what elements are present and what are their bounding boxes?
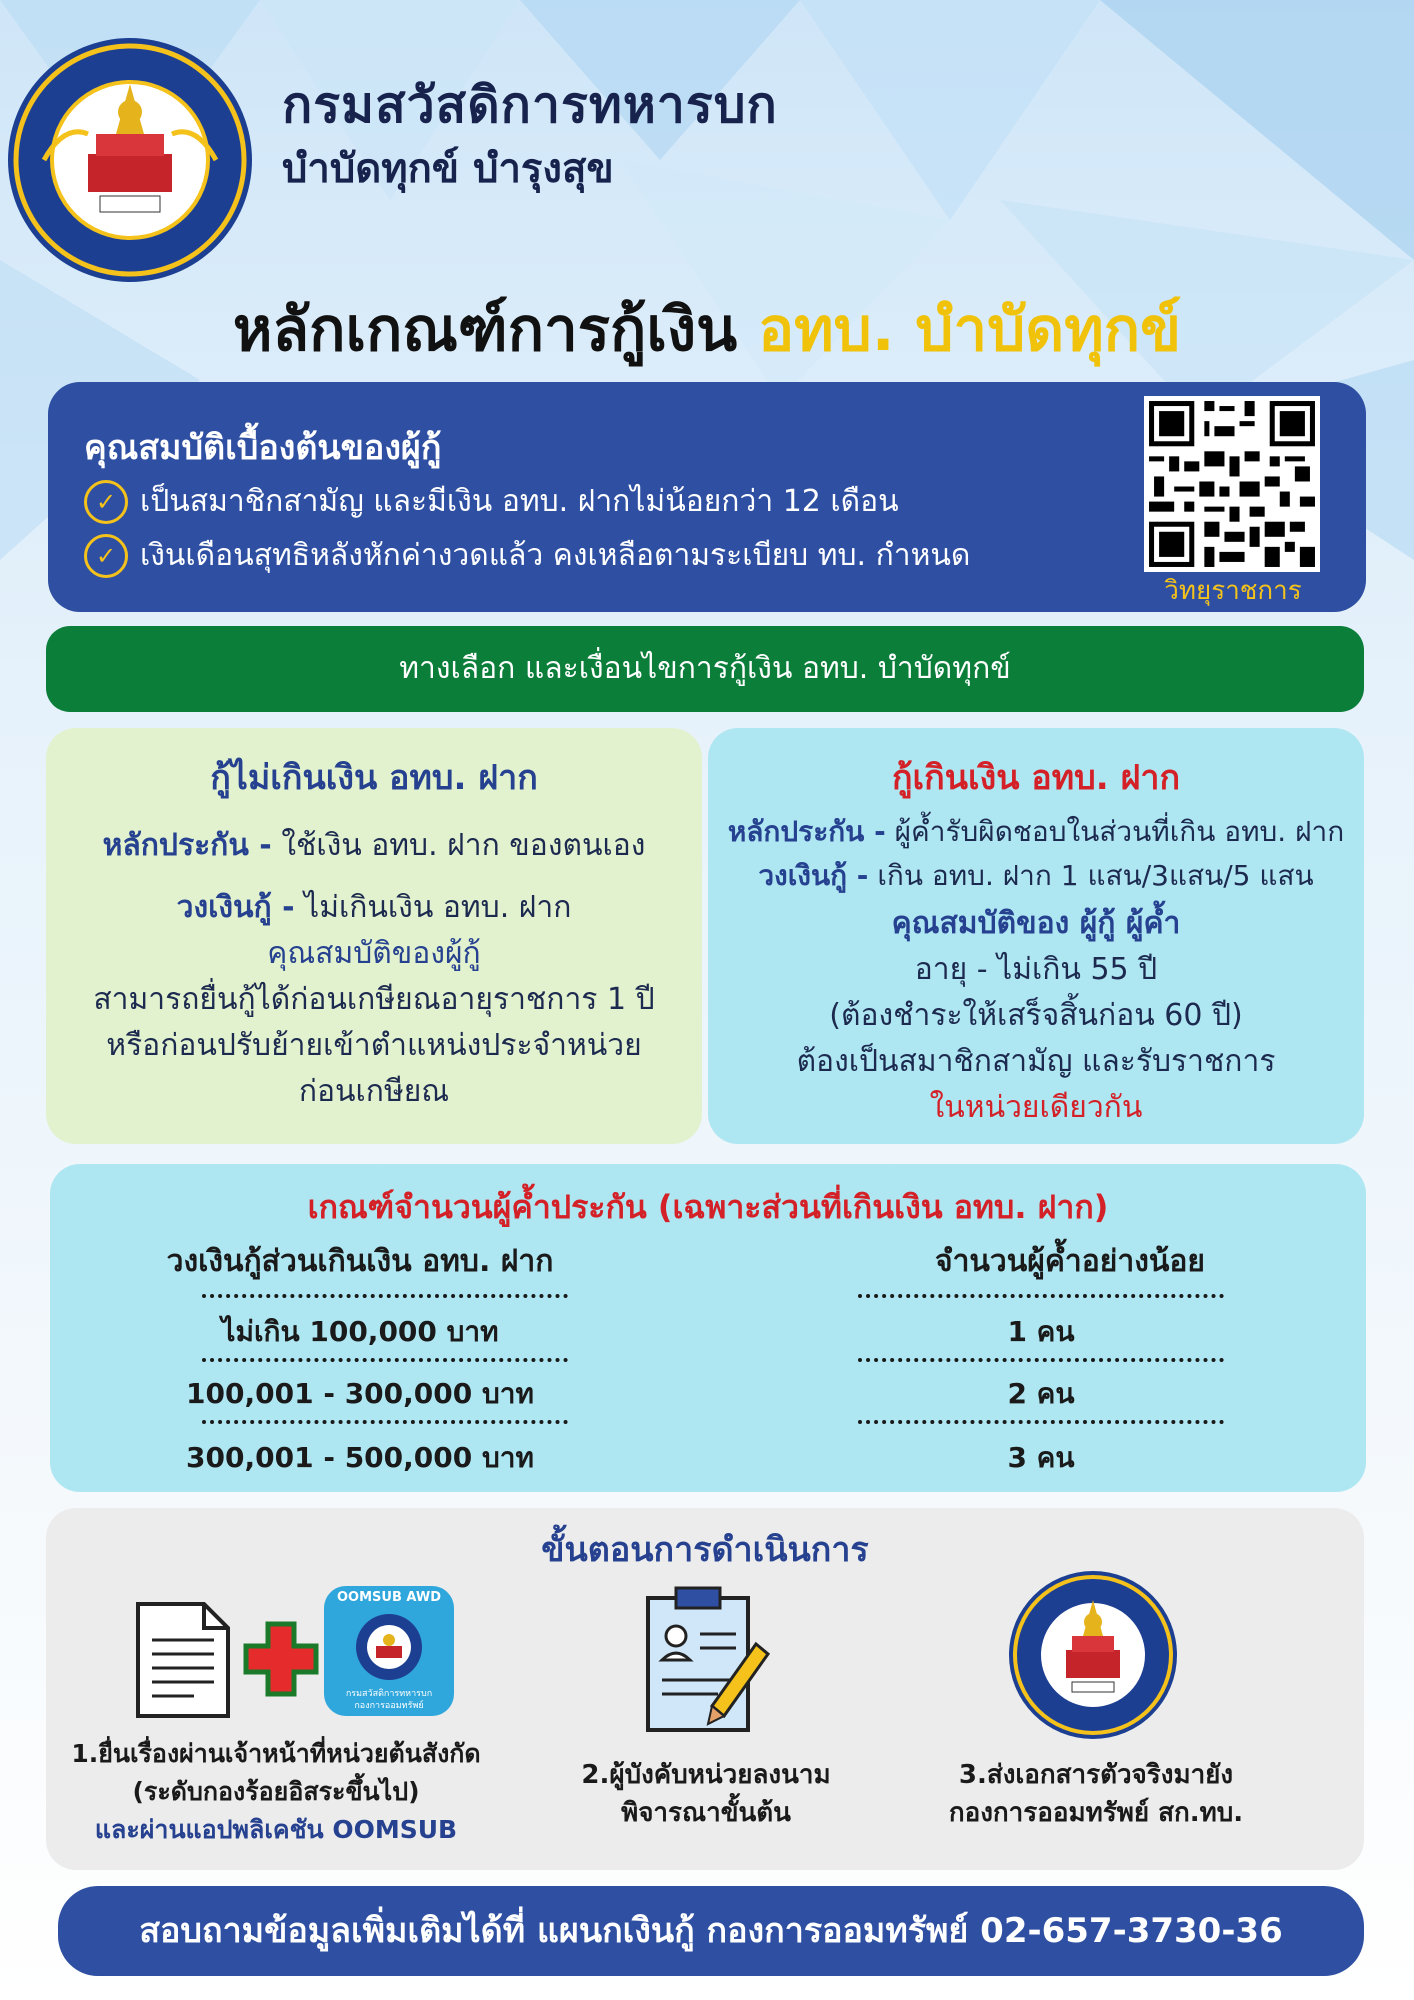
org-motto: บำบัดทุกข์ บำรุงสุข	[282, 146, 614, 192]
option-exceed-deposit-card	[708, 728, 1364, 1144]
contact-banner: สอบถามข้อมูลเพิ่มเติมได้ที่ แผนกเงินกู้ กองการออมทรัพย์ 02-657-3730-36	[58, 1886, 1364, 1976]
age-line: อายุ - ไม่เกิน 55 ปี	[914, 952, 1158, 987]
option-title: กู้เกินเงิน อทบ. ฝาก	[891, 758, 1181, 798]
step-2-line: 2.ผู้บังคับหน่วยลงนาม	[581, 1760, 831, 1790]
page-title	[0, 282, 1414, 377]
steps-title: ขั้นตอนการดำเนินการ	[541, 1530, 869, 1570]
title-highlight: อทบ. บำบัดทุกข์	[758, 295, 1182, 365]
row-divider	[202, 1420, 568, 1424]
collateral-line	[46, 822, 702, 869]
collateral-label: หลักประกัน -	[102, 828, 272, 863]
limit-value: ไม่เกินเงิน อทบ. ฝาก	[304, 890, 572, 925]
check-circle-icon: ✓	[84, 480, 128, 524]
collateral-value: ผู้ค้ำรับผิดชอบในส่วนที่เกิน อทบ. ฝาก	[894, 815, 1345, 848]
guarantor-title: เกณฑ์จำนวนผู้ค้ำประกัน (เฉพาะส่วนที่เกินเงิน อทบ. ฝาก)	[307, 1188, 1109, 1226]
oomsub-app-icon[interactable]	[324, 1586, 454, 1716]
qual-line: หรือก่อนปรับย้ายเข้าตำแหน่งประจำหน่วย	[106, 1028, 642, 1063]
collateral-value: ใช้เงิน อทบ. ฝาก ของตนเอง	[281, 828, 646, 863]
option-within-deposit-card	[46, 728, 702, 1144]
check-circle-icon: ✓	[84, 534, 128, 578]
qualification-text: เงินเดือนสุทธิหลังหักค่างวดแล้ว คงเหลือตามระเบียบ ทบ. กำหนด	[140, 538, 971, 573]
step-3-line: กองการออมทรัพย์ สก.ทบ.	[948, 1798, 1244, 1828]
basic-qualifications-card	[48, 382, 1366, 612]
qualification-text: เป็นสมาชิกสามัญ และมีเงิน อทบ. ฝากไม่น้อยกว่า 12 เดือน	[140, 484, 899, 519]
row-divider	[202, 1358, 568, 1362]
clipboard-form-icon	[638, 1584, 778, 1734]
count-cell: 3 คน	[1007, 1441, 1075, 1474]
org-name: กรมสวัสดิการทหารบก	[282, 76, 778, 134]
limit-line	[46, 884, 702, 931]
amount-cell: ไม่เกิน 100,000 บาท	[221, 1315, 499, 1348]
limit-label: วงเงินกู้ -	[176, 890, 295, 925]
step-2-line: พิจารณาขั้นต้น	[621, 1798, 791, 1828]
document-icon	[134, 1600, 234, 1720]
qr-label: วิทยุราชการ	[1164, 576, 1302, 606]
app-sub2: กองการออมทรัพย์	[354, 1701, 424, 1711]
qualifications-heading: คุณสมบัติเบื้องต้นของผู้กู้	[84, 428, 442, 468]
count-cell: 2 คน	[1007, 1377, 1075, 1410]
savings-division-badge	[1006, 1568, 1180, 1742]
column-header-count: จำนวนผู้ค้ำอย่างน้อย	[935, 1244, 1205, 1279]
qual-line: สามารถยื่นกู้ได้ก่อนเกษียณอายุราชการ 1 ปี	[93, 982, 655, 1017]
row-divider	[858, 1294, 1224, 1298]
options-banner: ทางเลือก และเงื่อนไขการกู้เงิน อทบ. บำบัดทุกข์	[46, 626, 1364, 712]
app-emblem-icon	[354, 1612, 424, 1682]
qualification-item	[84, 532, 970, 579]
count-cell: 1 คน	[1007, 1315, 1075, 1348]
row-divider	[858, 1358, 1224, 1362]
row-divider	[202, 1294, 568, 1298]
app-sub: กรมสวัสดิการทหารบก	[345, 1689, 433, 1699]
collateral-label: หลักประกัน -	[727, 815, 886, 848]
qr-code[interactable]	[1144, 396, 1320, 572]
unit-line: ในหน่วยเดียวกัน	[929, 1090, 1143, 1125]
process-steps-card	[46, 1508, 1364, 1870]
plus-icon	[242, 1620, 320, 1698]
step-1-line: และผ่านแอปพลิเคชัน OOMSUB	[94, 1815, 458, 1844]
collateral-line	[708, 810, 1364, 854]
army-welfare-logo	[4, 34, 256, 286]
repay-line: (ต้องชำระให้เสร็จสิ้นก่อน 60 ปี)	[829, 998, 1243, 1033]
step-1-line: (ระดับกองร้อยอิสระขึ้นไป)	[132, 1777, 420, 1806]
amount-cell: 100,001 - 300,000 บาท	[186, 1377, 534, 1410]
qual-heading: คุณสมบัติของผู้กู้	[267, 936, 481, 971]
option-title: กู้ไม่เกินเงิน อทบ. ฝาก	[210, 758, 538, 798]
amount-cell: 300,001 - 500,000 บาท	[186, 1441, 534, 1474]
column-header-amount: วงเงินกู้ส่วนเกินเงิน อทบ. ฝาก	[166, 1244, 554, 1279]
limit-label: วงเงินกู้ -	[758, 859, 869, 892]
qual-line: ก่อนเกษียณ	[298, 1074, 450, 1109]
row-divider	[858, 1420, 1224, 1424]
step-3-line: 3.ส่งเอกสารตัวจริงมายัง	[958, 1760, 1234, 1790]
limit-line	[708, 854, 1364, 898]
app-label: OOMSUB AWD	[337, 1590, 441, 1605]
qual-heading: คุณสมบัติของ ผู้กู้ ผู้ค้ำ	[891, 906, 1181, 941]
member-line: ต้องเป็นสมาชิกสามัญ และรับราชการ	[796, 1044, 1276, 1079]
guarantor-criteria-card	[50, 1164, 1366, 1492]
qualification-item	[84, 478, 899, 525]
step-1-line: 1.ยื่นเรื่องผ่านเจ้าหน้าที่หน่วยต้นสังกัด	[71, 1739, 481, 1768]
limit-value: เกิน อทบ. ฝาก 1 แสน/3แสน/5 แสน	[877, 859, 1314, 892]
title-main: หลักเกณฑ์การกู้เงิน	[232, 295, 738, 365]
